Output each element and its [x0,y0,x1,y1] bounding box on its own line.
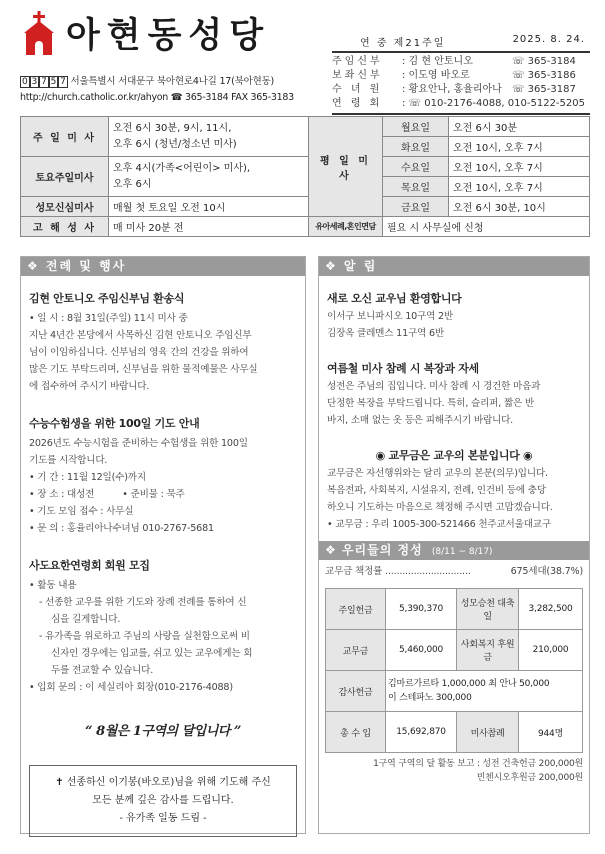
notice-panel [318,256,590,834]
dresscode-body: 성전은 주님의 집입니다. 미사 참례 시 경건한 마음과 단정한 복장을 부탁드립니다. 특히, 슬리퍼, 짧은 반 바지, 소매 없는 옷 등은 피해주시기 바랍니다. [327,381,541,426]
weekday-mass-label: 평 일 미 사 [309,117,383,217]
offering-table [325,588,583,753]
district-report: 1구역 구역의 달 활동 보고 : 성전 건축헌금 200,000원 빈첸시오후원금 200,000원 [373,759,583,783]
contact-line [20,92,294,103]
staff-row: 연 령 회 : ☏ 010-2176-4088, 010-5122-5205 [332,98,585,109]
table-row: 교무금 5,460,000 사회복지 후원금 210,000 [326,630,583,671]
confession-label: 고 해 성 사 [21,217,109,237]
staff-list [332,51,590,115]
table-row: 총 수 입 15,692,870 미사참례 944명 [326,712,583,753]
website-link[interactable]: http://church.catholic.or.kr/ahyon [20,92,169,103]
prayer-title: 수능수험생을 위한 100일 기도 안내 [29,417,200,430]
saturday-mass-label: 토요주일미사 [21,157,109,197]
church-icon [20,11,58,55]
dresscode-title: 여름철 미사 참례 시 복장과 자세 [327,362,479,375]
memorial-notice: ✝ 선종하신 이기봉(바오로)님을 위해 기도해 주신 모든 분께 깊은 감사를 드립니다. - 유가족 일동 드림 - [29,765,297,837]
table-row: 감사헌금 김마르가르타 1,000,000 최 안나 50,000 이 스테파노 300,000 [326,671,583,712]
marian-mass-times: 매월 첫 토요일 오전 10시 [109,197,309,217]
staff-row: 보좌신부 : 이도영 바오로 ☏ 365-3186 [332,70,576,81]
farewell-body: • 일 시 : 8월 31일(주일) 11시 미사 중 지난 4년간 본당에서 사목하신 김현 안토니오 주임신부 님이 이임하십니다. 신부님의 영육 간의 건강을 위하여 많은 기도 부탁드리며, 신부님을 위한 물적예물은 사무실 에 접수하여 주시기 바랍니다. [29,313,258,392]
recruit-body: • 활동 내용 - 선종한 교우를 위한 기도와 장례 전례를 통하여 신 심을 길게합니다. - 유가족을 위로하고 주님의 사랑을 실천함으로써 비 신자인 경우에는 입교를, 쉬고 있는 교우에게는 회 두를 전교할 수 있습니다. • 입회 문의 : 이 세실리아 회장(010-2176-4088) [29,580,253,693]
confession-times: 매 미사 20분 전 [109,217,309,237]
offering-title: ❖ 우리들의 정성 (8/11 ~ 8/17) [319,541,589,560]
prayer-body: 2026년도 수능시험을 준비하는 수험생을 위한 100일 기도를 시작합니다. • 기 간 : 11월 12일(수)까지 • 장 소 : 대성전 • 준비물 : 묵주 • 기도 모임 접수 : 사무실 • 문 의 : 홍율리아나수녀님 010-2767-5681 [29,438,248,534]
saturday-mass-times: 오후 4시(가족<어린이> 미사), 오후 6시 [109,157,309,197]
baptism-text: 필요 시 사무실에 신청 [383,217,590,237]
marian-mass-label: 성모신심미사 [21,197,109,217]
tithe-rate: 교무금 책정률 .............................. 675세대(38.7%) [325,566,583,577]
recruit-title: 사도요한연령회 회원 모집 [29,559,150,572]
tithe-title: ◉ 교무금은 교우의 본분입니다 ◉ [375,449,533,462]
section-title: ❖ 알 림 [319,257,589,276]
baptism-label: 유아세례,혼인면담 [309,217,383,237]
table-row: 주일헌금 5,390,370 성모승천 대축일 3,282,500 [326,589,583,630]
sunday-mass-label: 주 일 미 사 [21,117,109,157]
tithe-body: 교무금은 자선행위와는 달리 교우의 본분(의무)입니다. 복음전파, 사회복지, 시설유지, 전례, 인건비 등에 충당 하오니 기도하는 마음으로 책정해 주시면 고맙겠습니다. • 교무금 : 우리 1005-300-521466 천주교서울대교구 [327,468,553,530]
farewell-title: 김현 안토니오 주임신부님 환송식 [29,292,185,305]
issue-info [360,34,585,49]
liturgy-events-panel [20,256,306,834]
fax: FAX 365-3183 [231,92,294,103]
month-quote: “ 8월은 1구역의 달입니다 ” [85,724,241,739]
liturgical-week: 연 중 제21주일 [360,38,446,49]
phone: ☎ 365-3184 [170,92,229,103]
staff-row: 수 녀 원 : 황요안나, 홍율리아나 ☏ 365-3187 [332,84,576,95]
issue-date: 2025. 8. 24. [512,34,585,45]
mass-schedule-table: 주 일 미 사 오전 6시 30분, 9시, 11시, 오후 6시 (청년/청소년 미사) 평 일 미 사 월요일 오전 6시 30분 화요일 오전 10시, 오후 7시 토요주일미사 오후 4시(가족<어린이> 미사), 오후 6시 수요일 오전 10시, 오후 7시 목요일 오전 10시, 오후 7시 성모신심미사 매월 첫 토요일 오전 10시 금요일 오전 6시 30분, 10시 고 해 성 사 매 미사 20분 전 유아세례,혼인면담 필요 시 사무실에 신청 [20,116,590,237]
welcome-title: 새로 오신 교우님 환영합니다 [327,292,462,305]
staff-row: 주임신부 : 김 현 안토니오 ☏ 365-3184 [332,56,576,67]
section-title: ❖ 전례 및 행사 [21,257,305,276]
church-name: 아현동성당 [66,16,271,56]
sunday-mass-times: 오전 6시 30분, 9시, 11시, 오후 6시 (청년/청소년 미사) [109,117,309,157]
welcome-body: 이서구 보니파시오 10구역 2반 김장옥 클레멘스 11구역 6반 [327,311,454,339]
address: 0 3 7 5 7 서울특별시 서대문구 북아현로4나길 17(북아현동) [22,76,275,87]
church-logo [20,8,270,58]
